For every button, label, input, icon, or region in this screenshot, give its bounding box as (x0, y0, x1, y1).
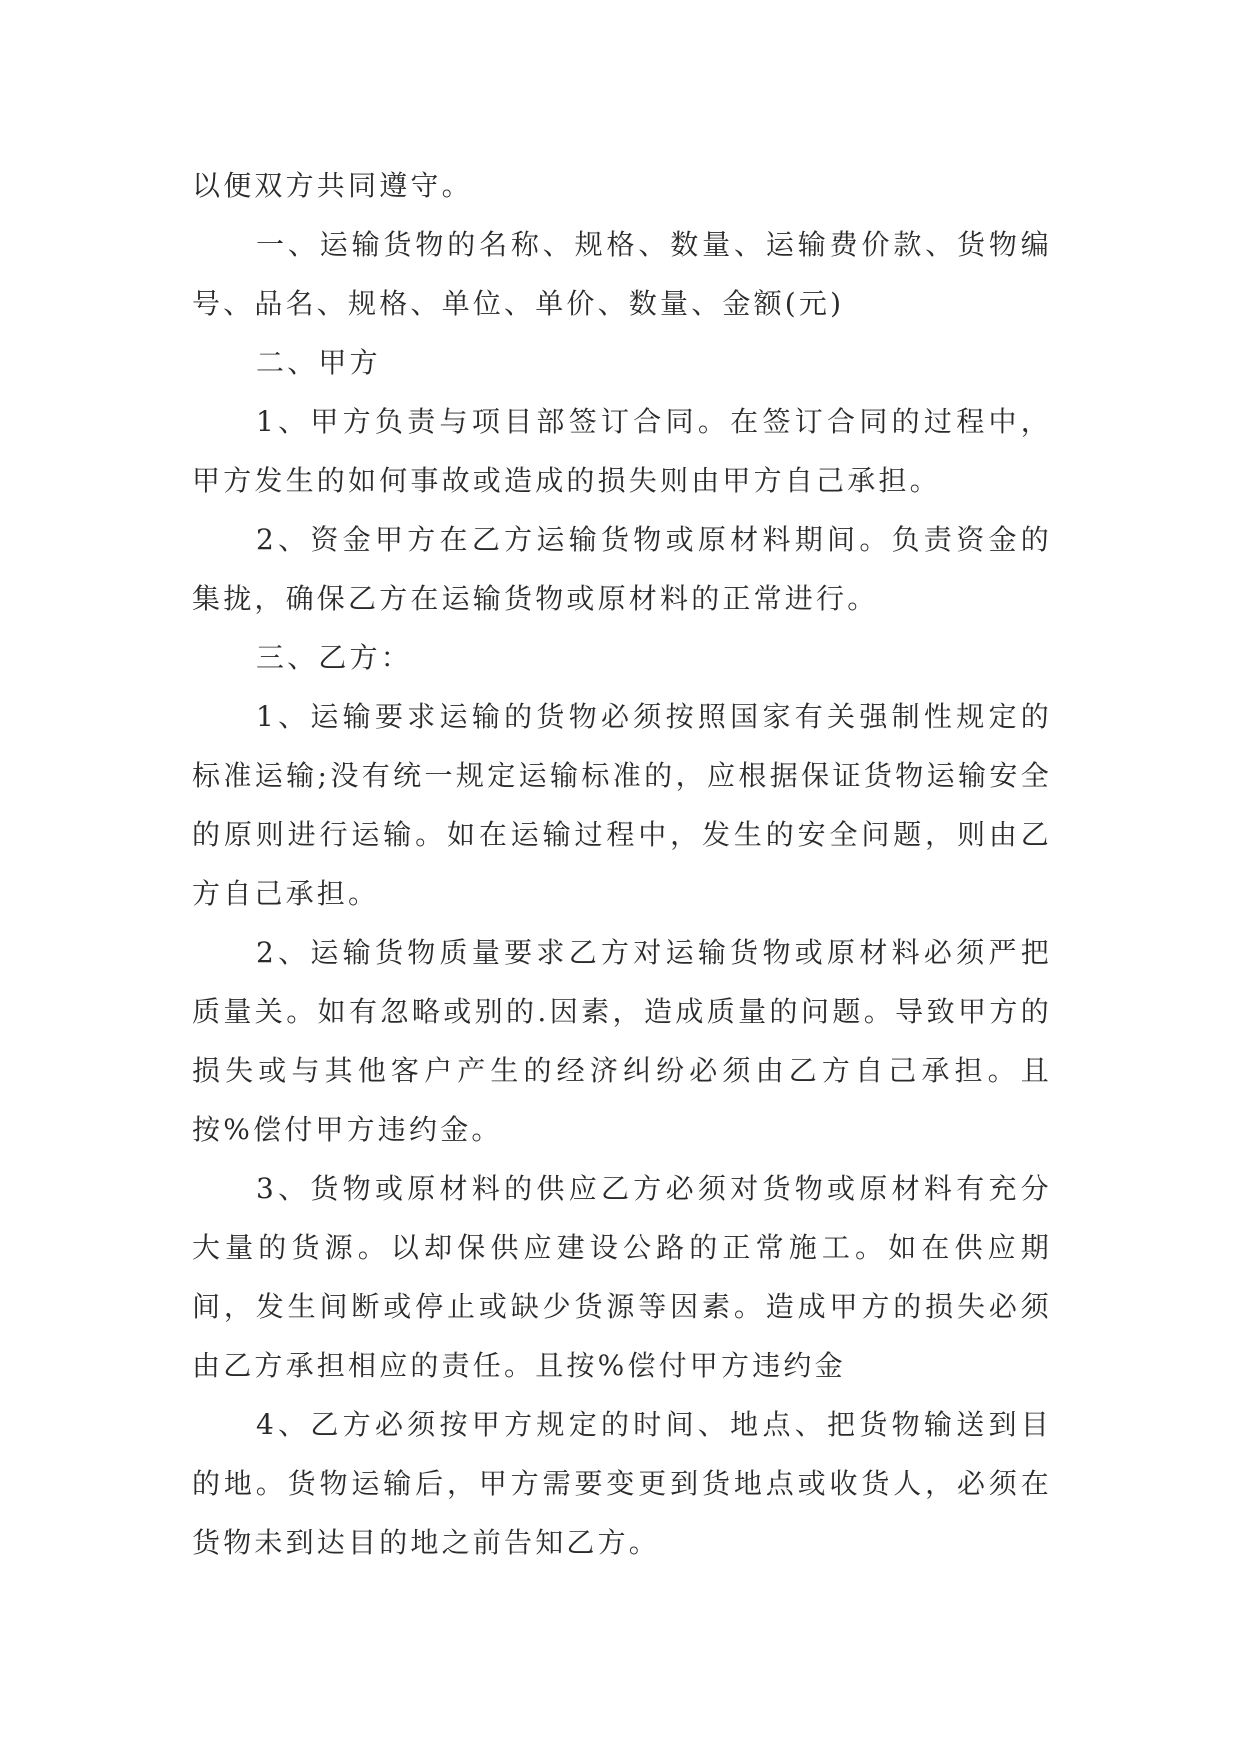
clause-party-b-4: 4、乙方必须按甲方规定的时间、地点、把货物输送到目的地。货物运输后，甲方需要变更到货地点或收货人，必须在货物未到达目的地之前告知乙方。 (192, 1408, 1052, 1559)
clause-party-b-3: 3、货物或原材料的供应乙方必须对货物或原材料有充分大量的货源。以却保供应建设公路的正常施工。如在供应期间，发生间断或停止或缺少货源等因素。造成甲方的损失必须由乙方承担相应的责任。且按%偿付甲方违约金 (192, 1172, 1052, 1382)
section-heading-party-a: 二、甲方 (256, 346, 381, 379)
document-page (192, 156, 1052, 1572)
section-heading-party-b: 三、乙方： (256, 641, 413, 674)
section-heading-goods: 一、运输货物的名称、规格、数量、运输费价款、货物编号、品名、规格、单位、单价、数量、金额(元) (192, 228, 1052, 320)
clause-party-a-1: 1、甲方负责与项目部签订合同。在签订合同的过程中，甲方发生的如何事故或造成的损失则由甲方自己承担。 (192, 405, 1052, 497)
clause-party-b-1: 1、运输要求运输的货物必须按照国家有关强制性规定的标准运输;没有统一规定运输标准的，应根据保证货物运输安全的原则进行运输。如在运输过程中，发生的安全问题，则由乙方自己承担。 (192, 700, 1052, 910)
clause-party-a-2: 2、资金甲方在乙方运输货物或原材料期间。负责资金的集拢，确保乙方在运输货物或原材料的正常进行。 (192, 523, 1052, 615)
paragraph-continuation: 以便双方共同遵守。 (192, 169, 473, 202)
clause-party-b-2: 2、运输货物质量要求乙方对运输货物或原材料必须严把质量关。如有忽略或别的.因素，造成质量的问题。导致甲方的损失或与其他客户产生的经济纠纷必须由乙方自己承担。且按%偿付甲方违约金。 (192, 936, 1052, 1146)
